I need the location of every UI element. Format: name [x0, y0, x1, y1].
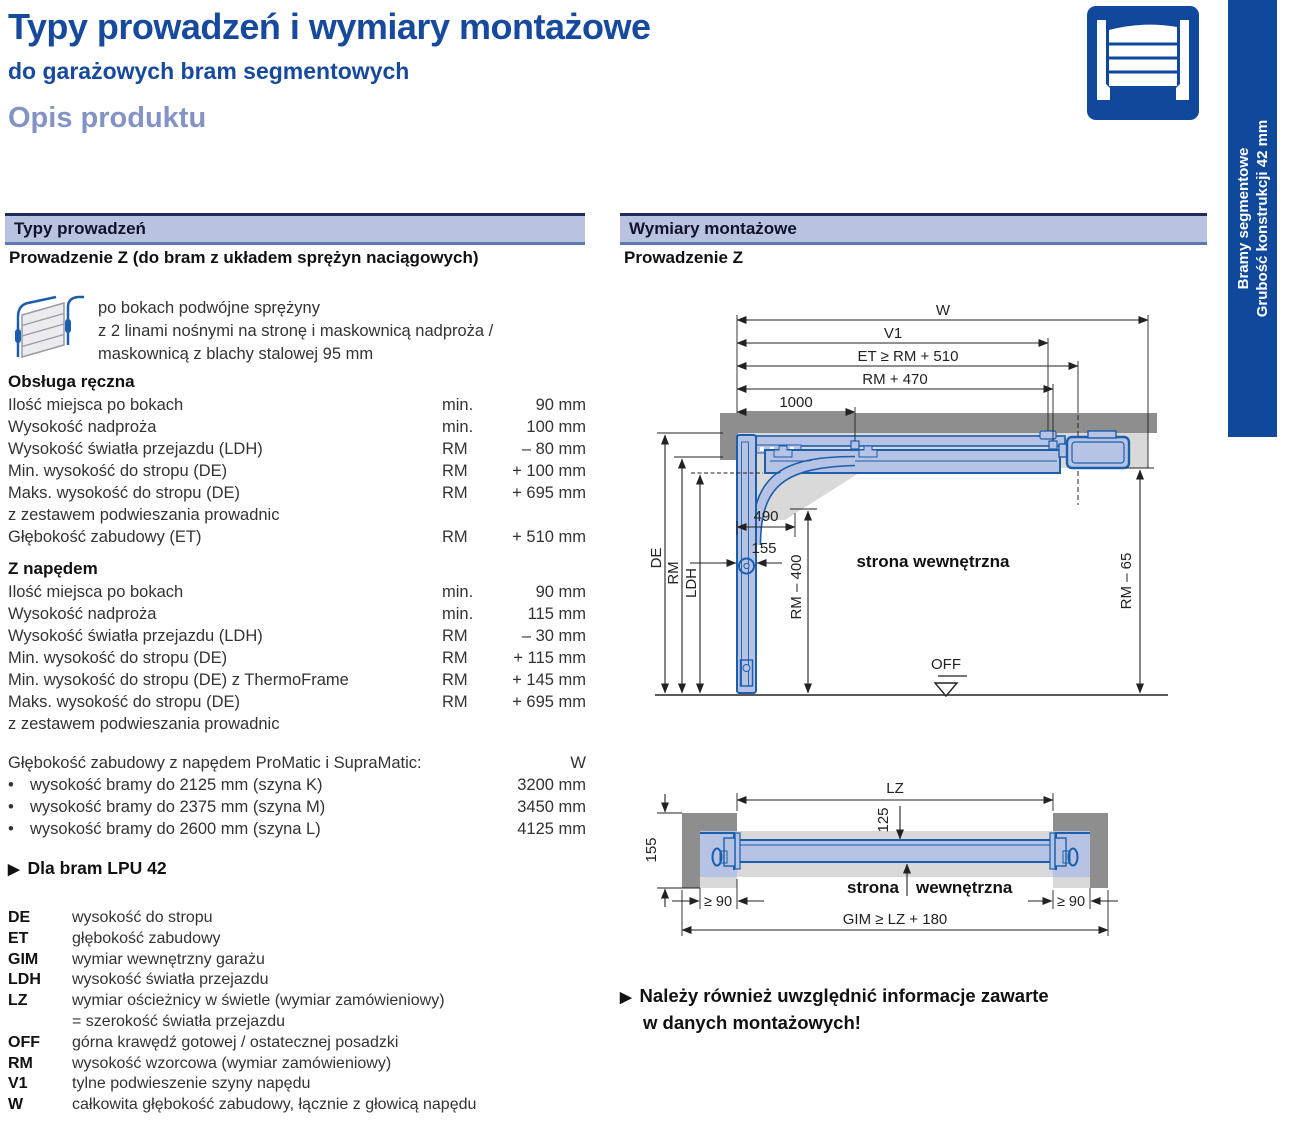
dim-gim: GIM ≥ LZ + 180 [842, 911, 948, 928]
dim-ge90-right: ≥ 90 [1056, 894, 1086, 910]
row-label: Min. wysokość do stropu (DE) z ThermoFrame [8, 671, 349, 689]
legend [8, 908, 598, 1116]
depth-value: W [570, 754, 586, 772]
dim-155: 155 [751, 540, 777, 557]
depth-item-label: wysokość bramy do 2600 mm (szyna L) [30, 820, 321, 838]
row-label: Głębokość zabudowy (ET) [8, 528, 202, 546]
intro-text [98, 293, 493, 366]
side-tab-line2: Grubość konstrukcji 42 mm [1253, 119, 1271, 318]
bullet-icon: • [8, 776, 14, 794]
depth-item [8, 796, 586, 818]
depth-label: Głębokość zabudowy z napędem ProMatic i SupraMatic: [8, 754, 422, 772]
depth-section [8, 752, 586, 840]
inside-label: strona wewnętrzna [856, 552, 1010, 571]
dim-125: 125 [875, 807, 892, 833]
legend-abbr: ET [8, 929, 29, 947]
legend-desc: całkowita głębokość zabudowy, łącznie z głowicą napędu [72, 1096, 477, 1114]
sectional-door-icon [1087, 6, 1199, 125]
row-qualifier: RM [442, 693, 468, 711]
legend-abbr: DE [8, 909, 31, 926]
page-title: Typy prowadzeń i wymiary montażowe [8, 6, 651, 47]
legend-row [8, 950, 598, 971]
dim-et: ET ≥ RM + 510 [857, 348, 959, 365]
table-row [8, 526, 586, 548]
row-value: – 30 mm [521, 627, 586, 645]
legend-desc: górna krawędź gotowej / ostatecznej posadzki [72, 1033, 399, 1051]
row-label: Min. wysokość do stropu (DE) [8, 462, 228, 480]
side-tab-text [1228, 0, 1277, 437]
row-value: + 145 mm [512, 671, 586, 689]
intro-line: z 2 linami nośnymi na stronę i maskownicą nadproża / [98, 322, 494, 340]
table-row [8, 603, 586, 625]
right-track-profile [1055, 838, 1066, 866]
inside-label-right: wewnętrzna [916, 878, 1013, 897]
row-value: + 510 mm [512, 528, 586, 546]
row-qualifier: RM [442, 484, 468, 502]
legend-desc: = szerokość światła przejazdu [72, 1012, 285, 1030]
row-qualifier: min. [442, 605, 474, 623]
dim-de: DE [648, 547, 665, 569]
legend-row [8, 929, 598, 950]
legend-abbr: OFF [8, 1033, 40, 1051]
row-label: Maks. wysokość do stropu (DE) [8, 693, 240, 711]
row-value: + 100 mm [512, 462, 586, 480]
legend-row [8, 1033, 598, 1054]
inside-label-left: strona [847, 878, 899, 897]
intro-line: maskownicą z blachy stalowej 95 mm [98, 345, 374, 363]
row-qualifier: RM [442, 440, 468, 458]
legend-abbr: LDH [8, 971, 41, 989]
manual-section-title: Obsługa ręczna [8, 372, 135, 391]
row-value: – 80 mm [521, 440, 586, 458]
table-row [8, 482, 586, 504]
row-value: + 115 mm [513, 649, 586, 667]
row-qualifier: RM [442, 627, 468, 645]
row-label: z zestawem podwieszania prowadnic [8, 715, 280, 733]
row-qualifier: RM [442, 462, 468, 480]
depth-item-value: 3200 mm [517, 776, 586, 794]
lpu-heading-text: Dla bram LPU 42 [27, 858, 167, 878]
table-row [8, 581, 586, 603]
row-value: + 695 mm [512, 484, 586, 502]
row-label: Ilość miejsca po bokach [8, 583, 184, 601]
rear-suspension-clamp [1040, 431, 1056, 439]
legend-desc: wymiar ościeżnicy w świetle (wymiar zamówieniowy) [72, 992, 445, 1010]
dim-rm470: RM + 470 [862, 371, 928, 388]
row-qualifier: RM [442, 528, 468, 546]
table-row [8, 625, 586, 647]
depth-item-value: 3450 mm [517, 798, 586, 816]
suspension-bracket [1049, 441, 1057, 449]
pointer-icon: ▶ [8, 861, 20, 878]
page-subtitle: do garażowych bram segmentowych [8, 58, 410, 84]
side-tab-line1: Bramy segmentowe [1234, 147, 1252, 290]
row-qualifier: RM [442, 649, 468, 667]
table-row [8, 504, 586, 526]
depth-item [8, 774, 586, 796]
drive-table [8, 581, 586, 735]
dim-rm400: RM – 400 [788, 554, 805, 620]
legend-desc: tylne podwieszenie szyny napędu [72, 1075, 311, 1093]
dim-ldh: LDH [683, 567, 700, 599]
dim-ge90-left: ≥ 90 [703, 894, 733, 910]
row-value: 90 mm [535, 396, 586, 414]
left-subheader: Prowadzenie Z (do bram z układem sprężyn naciągowych) [9, 248, 479, 267]
floor-level-icon [935, 683, 957, 696]
legend-row [8, 1054, 598, 1075]
legend-row [8, 908, 598, 929]
depth-item-value: 4125 mm [517, 820, 586, 838]
dim-155-plan: 155 [643, 837, 660, 863]
depth-item-label: wysokość bramy do 2375 mm (szyna M) [30, 798, 326, 816]
row-value: 90 mm [535, 583, 586, 601]
left-section-bar [5, 213, 585, 245]
row-label: Wysokość światła przejazdu (LDH) [8, 440, 263, 458]
intro-line: po bokach podwójne sprężyny [98, 299, 320, 317]
depth-item [8, 818, 586, 840]
row-qualifier: min. [442, 396, 474, 414]
table-row [8, 394, 586, 416]
row-label: Ilość miejsca po bokach [8, 396, 184, 414]
legend-abbr: V1 [8, 1075, 28, 1093]
right-section-bar-label: Wymiary montażowe [629, 219, 797, 238]
depth-item-label: wysokość bramy do 2125 mm (szyna K) [30, 776, 323, 794]
note [620, 983, 1049, 1035]
bullet-icon: • [8, 820, 14, 838]
mounting-diagram-plan-view [620, 760, 1210, 965]
table-row [8, 438, 586, 460]
drive-section-title: Z napędem [8, 559, 98, 578]
row-value: + 695 mm [512, 693, 586, 711]
pointer-icon: ▶ [620, 989, 632, 1006]
right-section-bar [620, 213, 1207, 245]
legend-abbr: LZ [8, 992, 28, 1010]
right-subheader: Prowadzenie Z [624, 248, 744, 267]
row-value [494, 713, 586, 735]
door-spring-icon [8, 293, 84, 374]
legend-desc: głębokość zabudowy [72, 929, 221, 947]
row-label: z zestawem podwieszania prowadnic [8, 506, 280, 524]
legend-row [8, 970, 598, 991]
note-line2: w danych montażowych! [643, 1012, 861, 1033]
note-line1: ▶ Należy również uwzględnić informacje zawarte [620, 985, 1049, 1006]
legend-desc: wysokość do stropu [72, 909, 213, 926]
dim-lz: LZ [886, 780, 904, 797]
legend-row [8, 991, 598, 1012]
table-row [8, 416, 586, 438]
legend-desc: wysokość wzorcowa (wymiar zamówieniowy) [72, 1054, 392, 1072]
table-row [8, 669, 586, 691]
dim-rm: RM [665, 561, 682, 585]
section-heading: Opis produktu [8, 102, 207, 134]
table-row [8, 691, 586, 713]
legend-abbr: GIM [8, 950, 39, 968]
lpu-heading [8, 858, 167, 879]
table-row [8, 713, 586, 735]
dim-1000: 1000 [779, 394, 813, 411]
legend-abbr: RM [8, 1054, 33, 1072]
row-qualifier: min. [442, 583, 474, 601]
bullet-icon: • [8, 798, 14, 816]
ceiling-wall [720, 413, 1157, 433]
row-qualifier: min. [442, 418, 474, 436]
suspension-bracket [851, 441, 859, 449]
side-tab [1228, 0, 1277, 437]
row-qualifier: RM [442, 671, 468, 689]
table-row [8, 460, 586, 482]
dim-rm65: RM – 65 [1118, 552, 1135, 610]
row-value: 115 mm [527, 605, 586, 623]
legend-desc: wysokość światła przejazdu [72, 971, 269, 989]
row-label: Maks. wysokość do stropu (DE) [8, 484, 240, 502]
legend-row [8, 1074, 598, 1095]
dim-w: W [935, 302, 951, 319]
legend-desc: wymiar wewnętrzny garażu [72, 950, 265, 968]
legend-row [8, 1095, 598, 1116]
row-label: Wysokość nadproża [8, 418, 157, 436]
legend-abbr: W [8, 1096, 24, 1114]
legend-row [8, 1012, 598, 1033]
row-label: Wysokość światła przejazdu (LDH) [8, 627, 263, 645]
dim-490: 490 [753, 508, 779, 525]
door-panel [733, 840, 1057, 862]
row-label: Wysokość nadproża [8, 605, 157, 623]
intro-row [8, 293, 586, 374]
table-row [8, 647, 586, 669]
mounting-diagram-side-view [620, 295, 1210, 730]
row-qualifier [442, 713, 494, 735]
row-qualifier [442, 504, 494, 526]
left-track-profile [724, 838, 735, 866]
row-label: Min. wysokość do stropu (DE) [8, 649, 228, 667]
left-section-bar-label: Typy prowadzeń [14, 219, 146, 238]
manual-table [8, 394, 586, 548]
row-value [494, 504, 586, 526]
row-value: 100 mm [526, 418, 586, 436]
depth-header [8, 752, 586, 774]
dim-v1: V1 [883, 325, 903, 342]
off-label: OFF [931, 656, 961, 673]
